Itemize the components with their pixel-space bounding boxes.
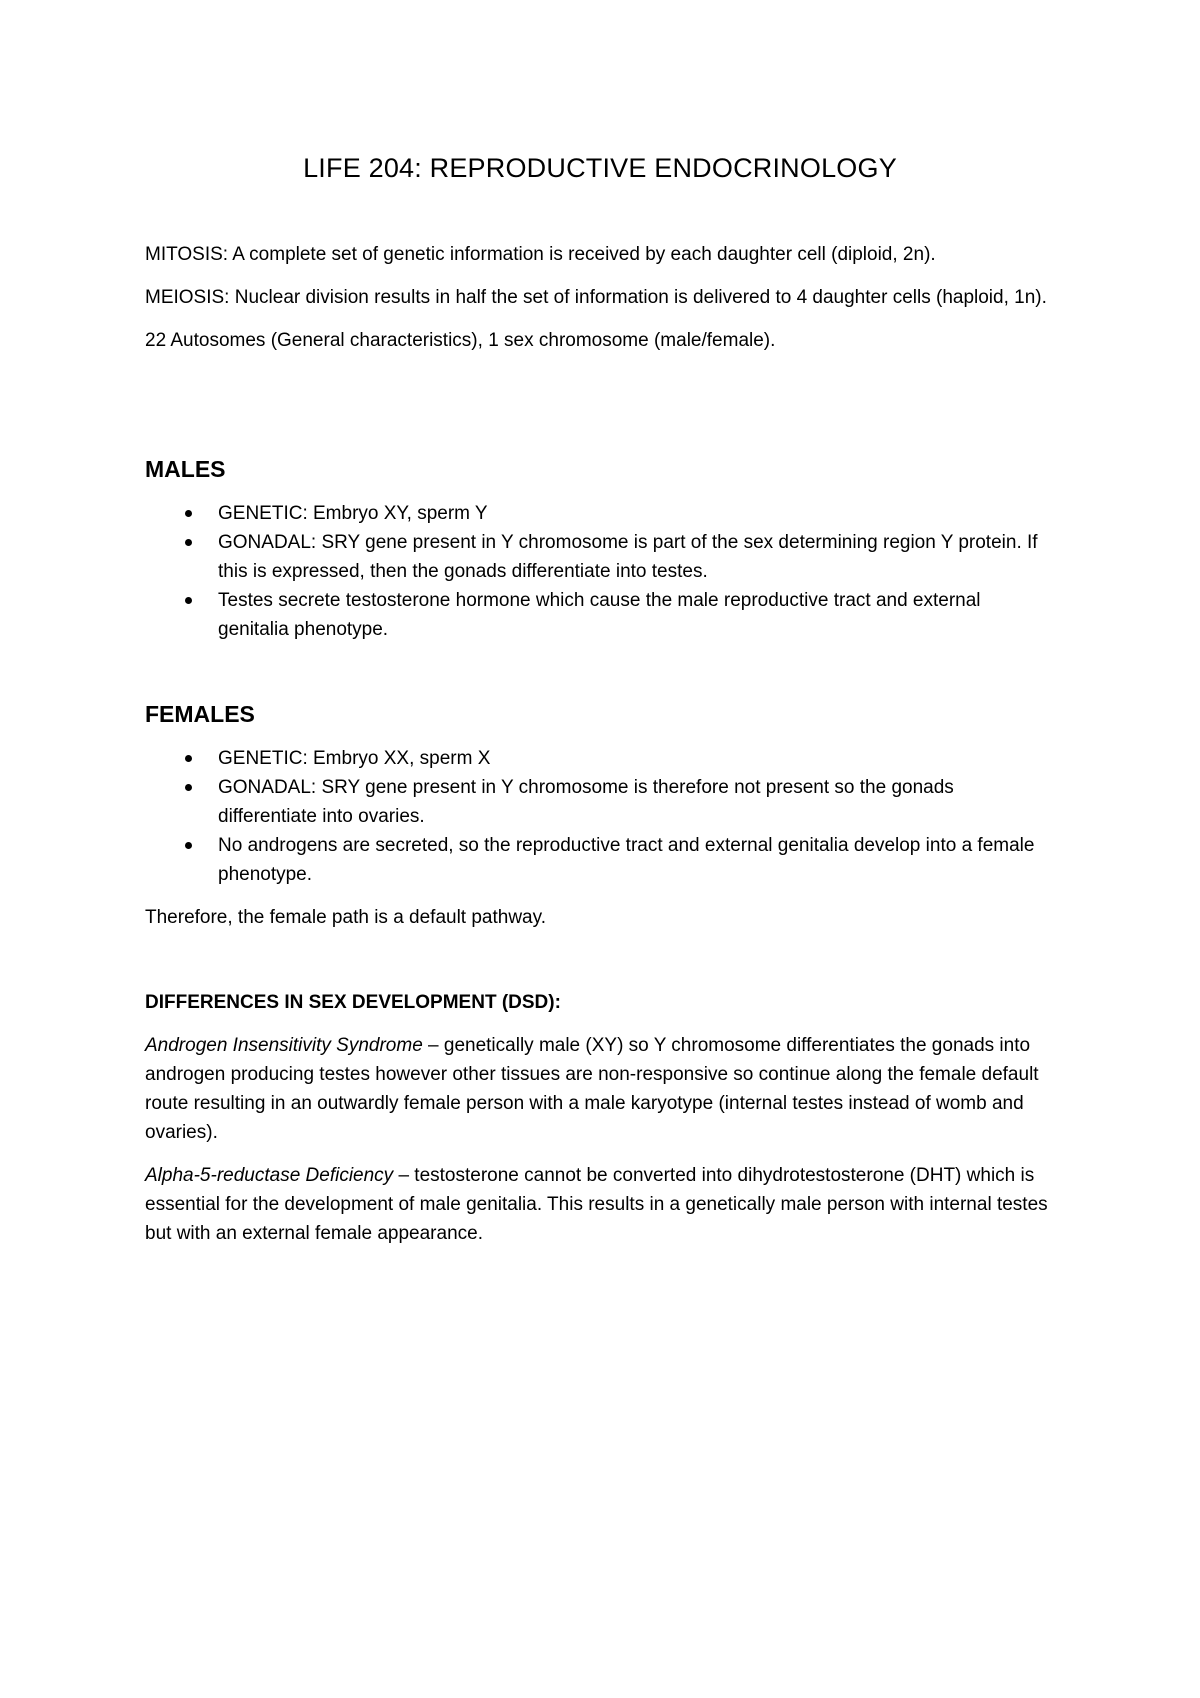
- list-item-text: Testes secrete testosterone hormone which cause the male reproductive tract and external genitalia phenotype.: [218, 590, 981, 640]
- dsd-item-androgen-insensitivity: [145, 1031, 1055, 1147]
- list-item-text: GONADAL: SRY gene present in Y chromosome is part of the sex determining region Y protein. If this is expressed, then the gonads differentiate into testes.: [218, 532, 1038, 582]
- document-body: [145, 150, 1055, 1262]
- dsd-description: – testosterone cannot be converted into dihydrotestosterone (DHT) which is essential for the development of male genitalia. This results in a genetically male person with internal testes but with an external female appearance.: [145, 1165, 1048, 1244]
- autosomes-paragraph: 22 Autosomes (General characteristics), 1 sex chromosome (male/female).: [145, 330, 776, 351]
- list-item: [145, 499, 1055, 528]
- list-item: [145, 773, 1055, 831]
- bullet-icon: [185, 755, 192, 762]
- dsd-description: – genetically male (XY) so Y chromosome differentiates the gonads into androgen producing testes however other tissues are non-responsive so continue along the female default route resulting in an outwardly female person with a male karyotype (internal testes instead of womb and ovaries).: [145, 1035, 1039, 1143]
- list-item: [145, 528, 1055, 586]
- list-item-text: No androgens are secreted, so the reproductive tract and external genitalia develop into a female phenotype.: [218, 835, 1035, 885]
- bullet-icon: [185, 597, 192, 604]
- list-item: [145, 744, 1055, 773]
- female-default-conclusion: Therefore, the female path is a default pathway.: [145, 907, 546, 928]
- dsd-heading: DIFFERENCES IN SEX DEVELOPMENT (DSD):: [145, 992, 561, 1013]
- males-heading: MALES: [145, 456, 226, 482]
- meiosis-paragraph: MEIOSIS: Nuclear division results in half the set of information is delivered to 4 daughter cells (haploid, 1n).: [145, 287, 1047, 308]
- males-bullet-list: [145, 499, 1055, 644]
- females-bullet-list: [145, 744, 1055, 889]
- list-item: [145, 831, 1055, 889]
- bullet-icon: [185, 510, 192, 517]
- dsd-term: Alpha-5-reductase Deficiency: [145, 1165, 394, 1186]
- dsd-term: Androgen Insensitivity Syndrome: [145, 1035, 423, 1056]
- bullet-icon: [185, 842, 192, 849]
- bullet-icon: [185, 539, 192, 546]
- list-item-text: GENETIC: Embryo XY, sperm Y: [218, 503, 488, 524]
- mitosis-paragraph: MITOSIS: A complete set of genetic information is received by each daughter cell (diploid, 2n).: [145, 244, 936, 265]
- dsd-item-alpha-5-reductase: [145, 1161, 1055, 1248]
- bullet-icon: [185, 784, 192, 791]
- list-item-text: GENETIC: Embryo XX, sperm X: [218, 748, 491, 769]
- document-title: LIFE 204: REPRODUCTIVE ENDOCRINOLOGY: [303, 153, 897, 183]
- list-item-text: GONADAL: SRY gene present in Y chromosome is therefore not present so the gonads differentiate into ovaries.: [218, 777, 954, 827]
- list-item: [145, 586, 1055, 644]
- females-heading: FEMALES: [145, 701, 255, 727]
